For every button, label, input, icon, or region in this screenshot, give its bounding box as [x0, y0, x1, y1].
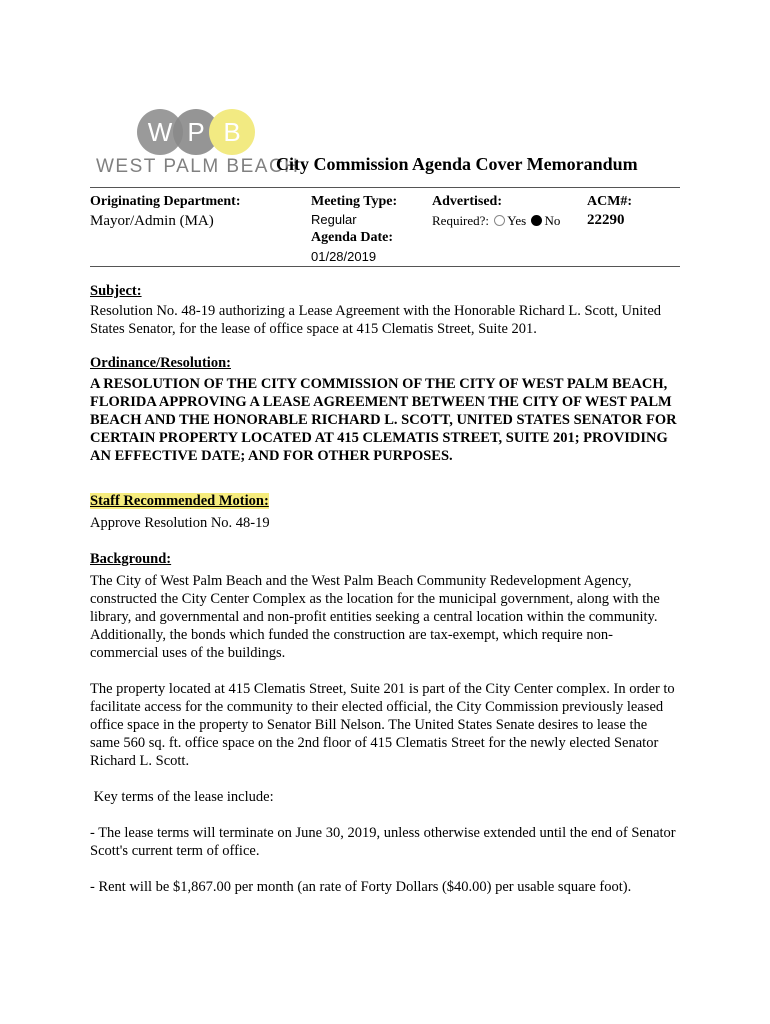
city-logo: [96, 108, 300, 178]
background-paragraph-1: The City of West Palm Beach and the West Palm Beach Community Redevelopment Agency, constructed the City Center Complex as the location for the municipal government, along with the library, and governmental and non-profit entities seeking a central location within the community. Additionally, the bonds which funded the construction are tax-exempt, which require non-commercial uses of the buildings.: [90, 573, 660, 661]
acm-number: 22290: [587, 212, 625, 228]
required-label: Required?:: [432, 213, 490, 228]
yes-radio[interactable]: [494, 215, 505, 226]
background-paragraph-3: Key terms of the lease include:: [90, 789, 274, 805]
agenda-date-value: 01/28/2019: [311, 249, 377, 264]
no-label: No: [544, 213, 561, 228]
document-title: City Commission Agenda Cover Memorandum: [276, 154, 638, 174]
motion-text: Approve Resolution No. 48-19: [90, 515, 270, 531]
advertised-required-row: [432, 213, 560, 229]
logo-letter-w: W: [147, 117, 173, 147]
acm-label: ACM#:: [587, 194, 633, 209]
background-paragraph-4: - The lease terms will terminate on June 30, 2019, unless otherwise extended until the end of Senator Scott's current term of office.: [90, 825, 676, 859]
originating-department-value: Mayor/Admin (MA): [90, 213, 214, 229]
agenda-date-label: Agenda Date:: [311, 230, 394, 245]
no-radio[interactable]: [531, 215, 542, 226]
subject-heading: Subject:: [90, 283, 142, 299]
header-top-rule: [90, 187, 680, 188]
yes-label: Yes: [507, 213, 527, 228]
motion-heading: Staff Recommended Motion:: [90, 493, 269, 509]
header-bottom-rule: [90, 266, 680, 267]
logo-city-name: WEST PALM BEACH: [96, 156, 300, 177]
logo-letter-p: P: [187, 117, 205, 147]
background-paragraph-5: - Rent will be $1,867.00 per month (an rate of Forty Dollars ($40.00) per usable square foot).: [90, 879, 632, 895]
motion-section: [90, 492, 680, 532]
background-paragraph-2: The property located at 415 Clematis Street, Suite 201 is part of the City Center complex. In order to facilitate access for the community to their elected official, the City Commission previously leased office space in the property to Senator Bill Nelson. The United States Senate desires to lease the same 560 sq. ft. office space on the 2nd floor of 415 Clematis Street for the newly elected Senator Richard L. Scott.: [90, 681, 675, 769]
meeting-type-label: Meeting Type:: [311, 194, 398, 209]
ordinance-section: [90, 354, 680, 465]
background-heading: Background:: [90, 551, 172, 567]
logo-letter-b: B: [223, 117, 241, 147]
subject-section: [90, 282, 680, 338]
subject-text: Resolution No. 48-19 authorizing a Lease Agreement with the Honorable Richard L. Scott, United States Senator, for the lease of office space at 415 Clematis Street, Suite 201.: [90, 303, 662, 337]
originating-department-label: Originating Department:: [90, 194, 241, 209]
advertised-label: Advertised:: [432, 194, 502, 209]
background-section: [90, 550, 680, 896]
ordinance-heading: Ordinance/Resolution:: [90, 355, 231, 371]
ordinance-text: A RESOLUTION OF THE CITY COMMISSION OF THE CITY OF WEST PALM BEACH, FLORIDA APPROVING A LEASE AGREEMENT BETWEEN THE CITY OF WEST PALM BEACH AND THE HONORABLE RICHARD L. SCOTT, UNITED STATES SENATOR FOR CERTAIN PROPERTY LOCATED AT 415 CLEMATIS STREET, SUITE 201; PROVIDING AN EFFECTIVE DATE; AND FOR OTHER PURPOSES.: [90, 376, 677, 464]
logo-circles-icon: [136, 108, 256, 156]
meeting-type-value: Regular: [311, 212, 357, 227]
